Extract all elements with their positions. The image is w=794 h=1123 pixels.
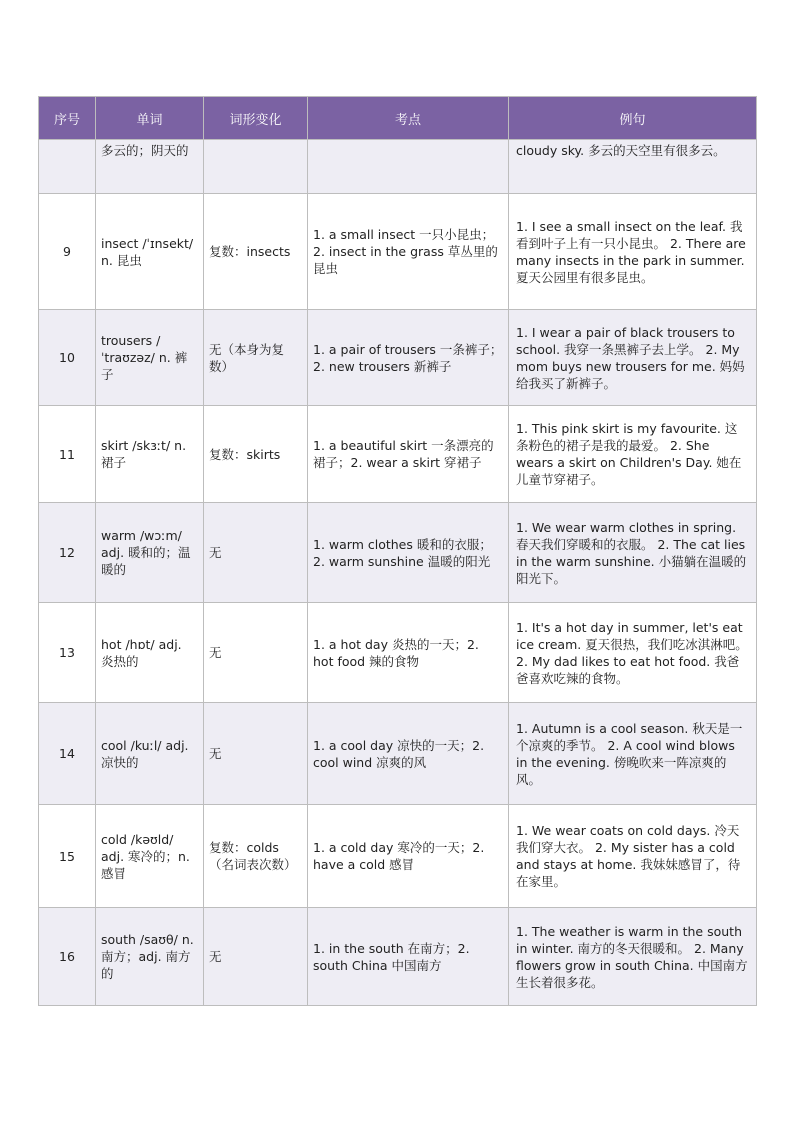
row-forms: 复数：skirts [204,406,308,503]
row-points [308,140,509,194]
row-points: 1. a small insect 一只小昆虫；2. insect in the grass 草丛里的昆虫 [308,194,509,310]
table-row [39,406,757,503]
row-examples: 1. We wear warm clothes in spring. 春天我们穿暖和的衣服。 2. The cat lies in the warm sunshine. 小猫躺在温暖的阳光下。 [509,503,757,603]
row-number [39,140,96,194]
row-forms: 无 [204,703,308,805]
table-row [39,703,757,805]
row-points: 1. a cold day 寒冷的一天；2. have a cold 感冒 [308,805,509,908]
row-number: 13 [39,603,96,703]
row-word: warm /wɔːm/ adj. 暖和的；温暖的 [96,503,204,603]
table-row [39,140,757,194]
row-forms: 无（本身为复数） [204,310,308,406]
row-word: insect /ˈɪnsekt/ n. 昆虫 [96,194,204,310]
table-row [39,908,757,1006]
row-word: south /saʊθ/ n. 南方；adj. 南方的 [96,908,204,1006]
row-points: 1. a pair of trousers 一条裤子；2. new trousers 新裤子 [308,310,509,406]
row-forms: 复数：insects [204,194,308,310]
table-row [39,603,757,703]
row-word: hot /hɒt/ adj. 炎热的 [96,603,204,703]
row-word: 多云的；阴天的 [96,140,204,194]
row-number: 9 [39,194,96,310]
row-examples: 1. Autumn is a cool season. 秋天是一个凉爽的季节。 2. A cool wind blows in the evening. 傍晚吹来一阵凉爽的风。 [509,703,757,805]
row-examples: 1. I see a small insect on the leaf. 我看到叶子上有一只小昆虫。 2. There are many insects in the park in summer. 夏天公园里有很多昆虫。 [509,194,757,310]
header-number: 序号 [39,97,96,140]
header-word: 单词 [96,97,204,140]
row-number: 11 [39,406,96,503]
row-points: 1. warm clothes 暖和的衣服；2. warm sunshine 温暖的阳光 [308,503,509,603]
row-examples: cloudy sky. 多云的天空里有很多云。 [509,140,757,194]
row-word: trousers /ˈtraʊzəz/ n. 裤子 [96,310,204,406]
row-examples: 1. It's a hot day in summer, let's eat ice cream. 夏天很热，我们吃冰淇淋吧。 2. My dad likes to eat hot food. 我爸爸喜欢吃辣的食物。 [509,603,757,703]
row-examples: 1. I wear a pair of black trousers to school. 我穿一条黑裤子去上学。 2. My mom buys new trousers for me. 妈妈给我买了新裤子。 [509,310,757,406]
row-examples: 1. The weather is warm in the south in winter. 南方的冬天很暖和。 2. Many flowers grow in south China. 中国南方生长着很多花。 [509,908,757,1006]
row-word: cold /kəʊld/ adj. 寒冷的；n. 感冒 [96,805,204,908]
row-points: 1. a cool day 凉快的一天；2. cool wind 凉爽的风 [308,703,509,805]
row-number: 14 [39,703,96,805]
row-word: skirt /skɜːt/ n. 裙子 [96,406,204,503]
row-points: 1. in the south 在南方；2. south China 中国南方 [308,908,509,1006]
row-forms: 无 [204,503,308,603]
row-forms: 无 [204,908,308,1006]
row-examples: 1. We wear coats on cold days. 冷天我们穿大衣。 2. My sister has a cold and stays at home. 我妹妹感冒了，待在家里。 [509,805,757,908]
table-header-row [39,97,757,140]
row-forms: 无 [204,603,308,703]
header-example-sentences: 例句 [509,97,757,140]
table-row [39,310,757,406]
row-points: 1. a hot day 炎热的一天；2. hot food 辣的食物 [308,603,509,703]
header-key-points: 考点 [308,97,509,140]
table-row [39,805,757,908]
row-forms: 复数：colds（名词表次数） [204,805,308,908]
row-word: cool /kuːl/ adj. 凉快的 [96,703,204,805]
table-row [39,194,757,310]
row-number: 10 [39,310,96,406]
header-word-forms: 词形变化 [204,97,308,140]
vocabulary-table [38,96,757,1006]
row-points: 1. a beautiful skirt 一条漂亮的裙子；2. wear a skirt 穿裙子 [308,406,509,503]
table-row [39,503,757,603]
row-number: 12 [39,503,96,603]
row-number: 16 [39,908,96,1006]
row-forms [204,140,308,194]
row-examples: 1. This pink skirt is my favourite. 这条粉色的裙子是我的最爱。 2. She wears a skirt on Children's Day. 她在儿童节穿裙子。 [509,406,757,503]
row-number: 15 [39,805,96,908]
